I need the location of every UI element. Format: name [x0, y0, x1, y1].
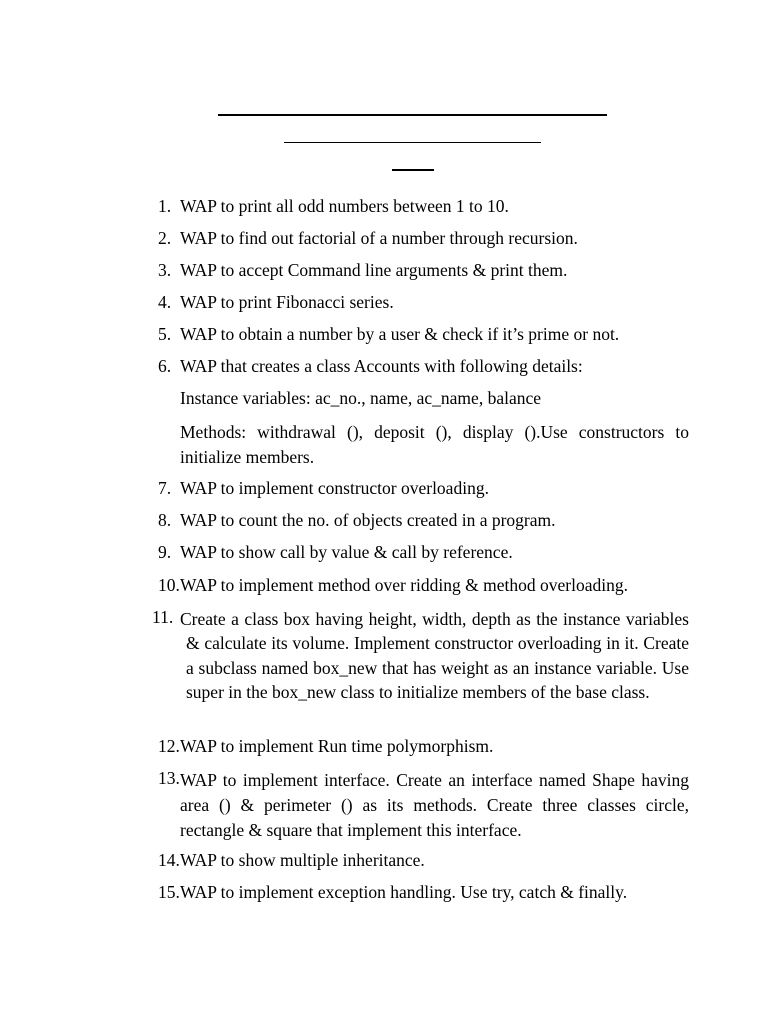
- list-item-number: 14.: [158, 850, 180, 870]
- list-item-text: Create a class box having height, width, depth as the instance variables & calculate its volume. Implement constructor overloading in it. Create a subclass named box_new that has weight as an instance variable. Use super in the box_new class to initialize members of the base class.: [180, 609, 689, 702]
- list-item: WAP to print Fibonacci series.: [180, 292, 394, 312]
- list-item: WAP to implement Run time polymorphism.: [180, 736, 494, 756]
- list-item-number: 12.: [158, 736, 180, 756]
- list-item-number: 5.: [158, 324, 172, 344]
- list-item-number: 1.: [158, 196, 172, 216]
- list-item-number: 7.: [158, 478, 172, 498]
- list-item-number: 4.: [158, 292, 172, 312]
- heading-rule-short: [392, 169, 434, 171]
- list-item: WAP to obtain a number by a user & check if it’s prime or not.: [180, 324, 620, 344]
- list-item-number: 10.: [158, 575, 180, 595]
- list-item-number: 13.: [158, 768, 180, 788]
- list-item-number: 8.: [158, 510, 172, 530]
- heading-rule-top: [218, 114, 607, 116]
- list-item: WAP to implement exception handling. Use try, catch & finally.: [180, 882, 628, 902]
- list-item-number: 2.: [158, 228, 172, 248]
- list-item-number: 3.: [158, 260, 172, 280]
- list-item: WAP to show multiple inheritance.: [180, 850, 425, 870]
- list-item: WAP to implement constructor overloading.: [180, 478, 489, 498]
- list-item-number: 15.: [158, 882, 180, 902]
- list-item: WAP to implement method over ridding & method overloading.: [180, 575, 628, 595]
- list-item: WAP to show call by value & call by reference.: [180, 542, 513, 562]
- list-item-number: 11.: [152, 607, 174, 627]
- list-item: WAP to count the no. of objects created in a program.: [180, 510, 556, 530]
- list-item: WAP to implement interface. Create an interface named Shape having area () & perimeter () as its methods. Create three classes circle, rectangle & square that implement this interface.: [180, 770, 689, 840]
- list-item-detail: Methods: withdrawal (), deposit (), display ().Use constructors to initialize members.: [180, 422, 689, 467]
- list-item: WAP to print all odd numbers between 1 to 10.: [180, 196, 509, 216]
- list-item: WAP to accept Command line arguments & print them.: [180, 260, 568, 280]
- list-item-detail: Instance variables: ac_no., name, ac_name, balance: [180, 388, 541, 408]
- list-item: WAP to find out factorial of a number through recursion.: [180, 228, 578, 248]
- list-item-number: 9.: [158, 542, 172, 562]
- heading-rule-middle: [284, 142, 541, 143]
- list-item: WAP that creates a class Accounts with following details:: [180, 356, 583, 376]
- list-item: [180, 607, 689, 704]
- list-item-number: 6.: [158, 356, 172, 376]
